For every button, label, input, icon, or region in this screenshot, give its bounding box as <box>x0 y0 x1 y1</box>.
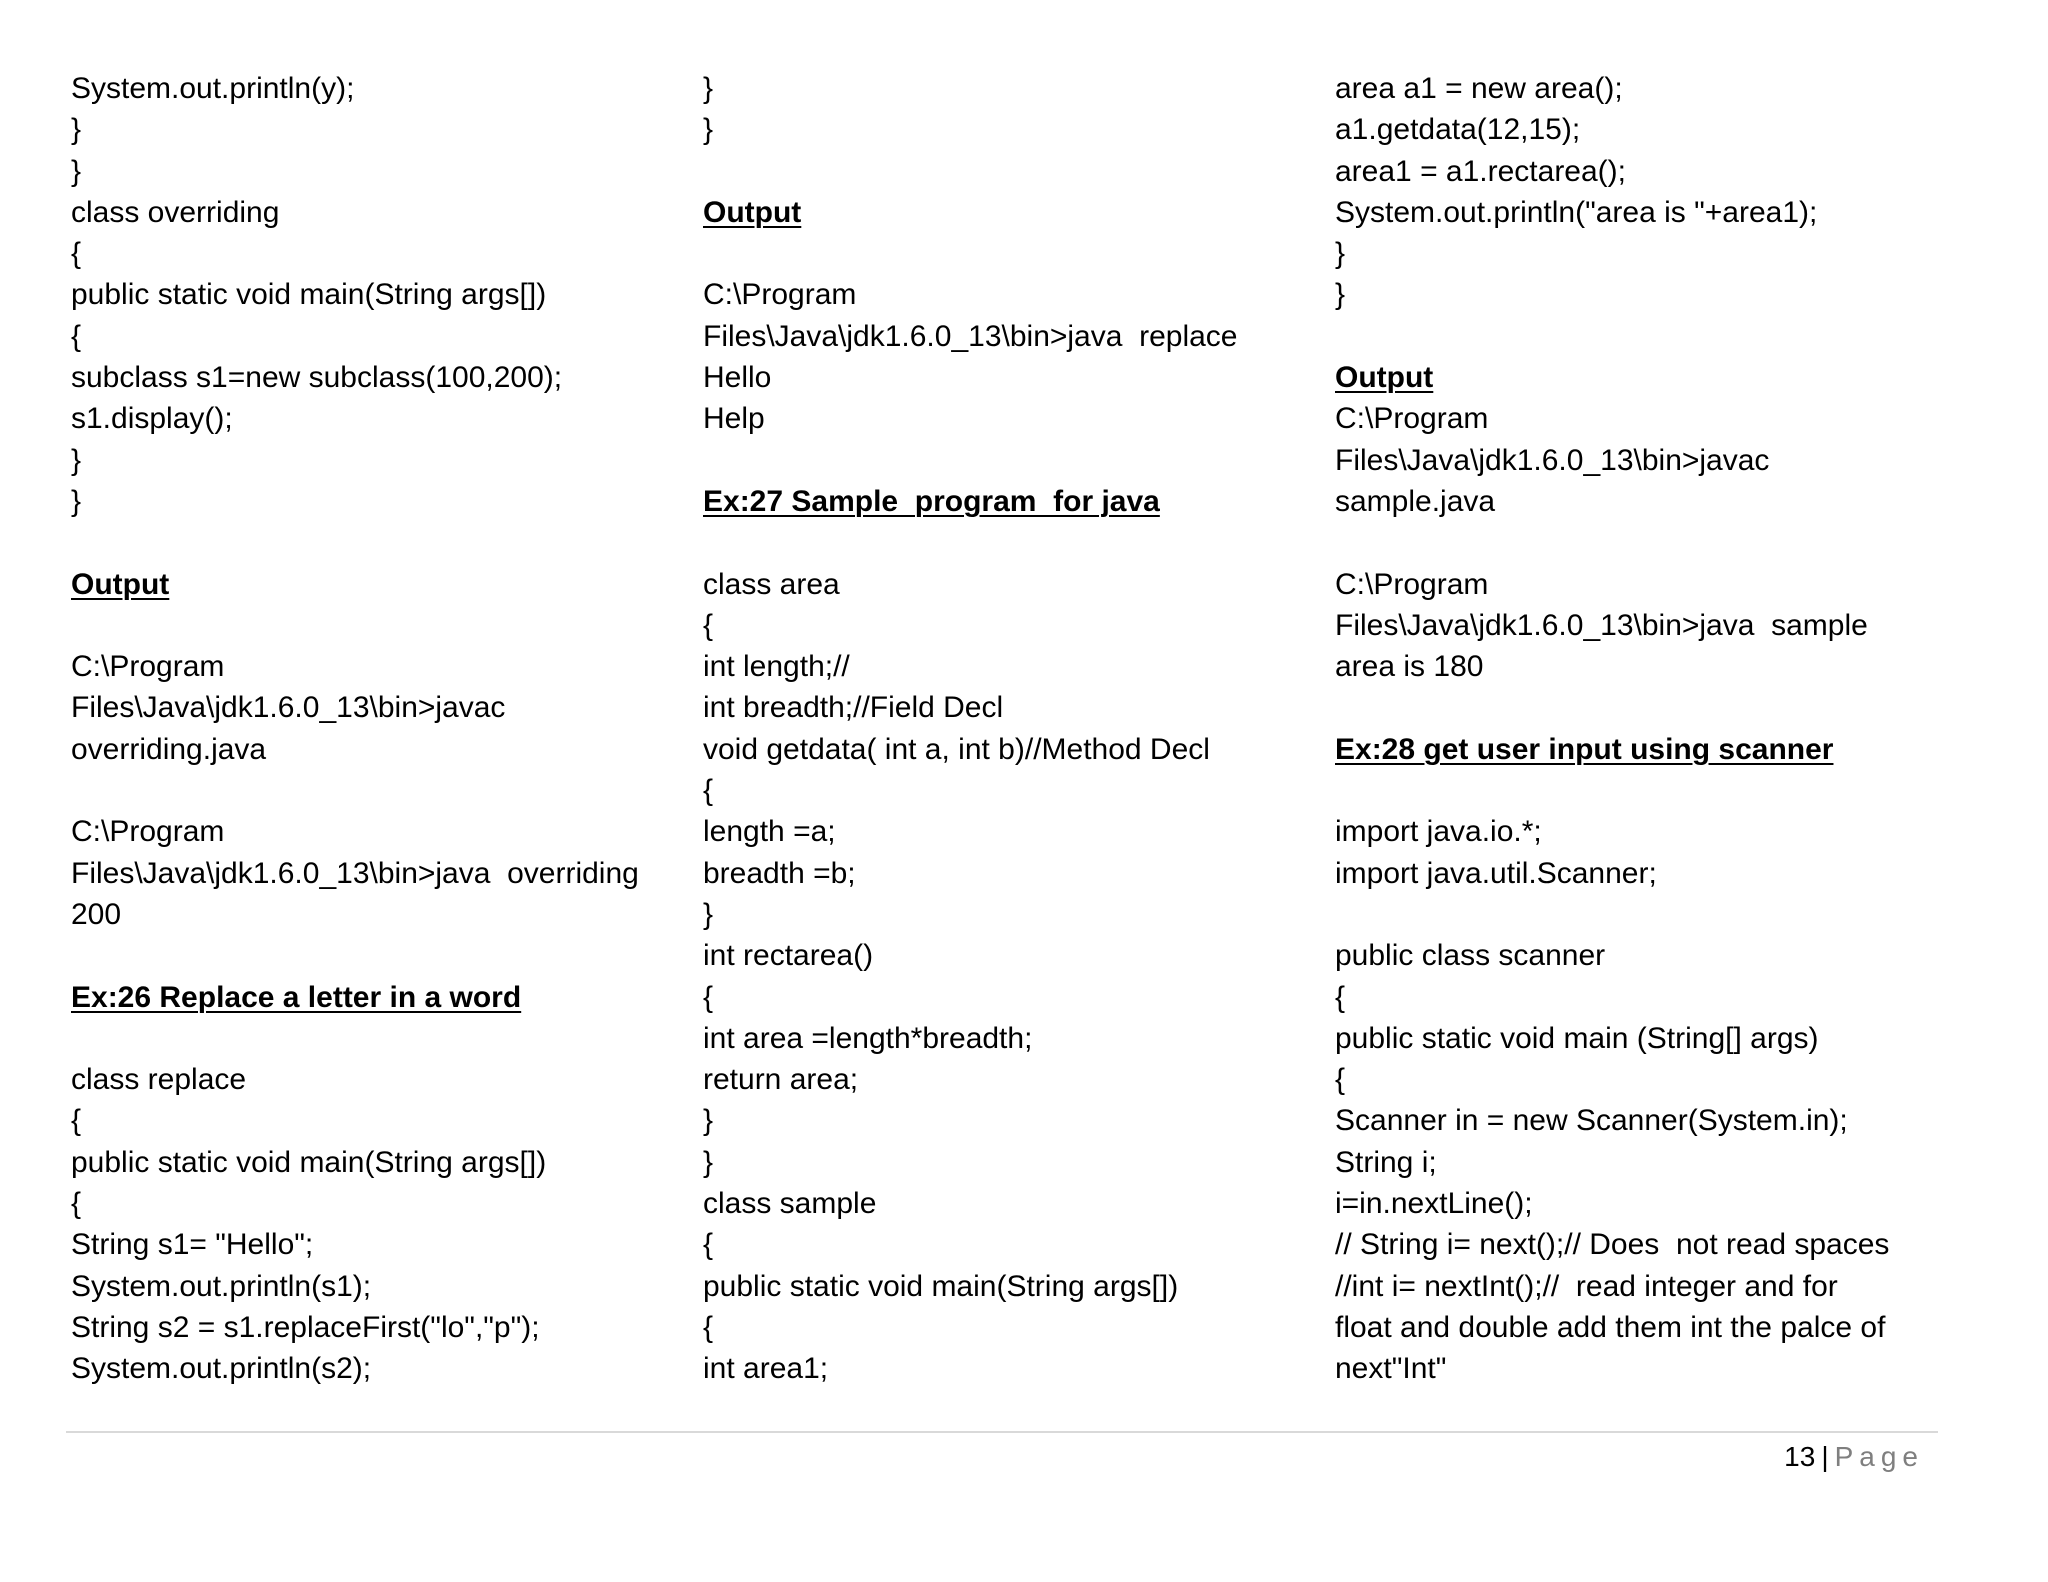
code-line: } <box>703 1104 714 1138</box>
code-line <box>71 605 671 646</box>
section-heading: Output <box>71 567 170 601</box>
code-line: { <box>71 1187 82 1221</box>
code-line: String s1= "Hello"; <box>71 1228 314 1262</box>
code-line: { <box>71 237 82 271</box>
code-line: { <box>703 608 714 642</box>
code-line: next"Int" <box>1335 1352 1447 1386</box>
code-line: return area; <box>703 1063 859 1097</box>
code-line: int breadth;//Field Decl <box>703 691 1004 725</box>
page-footer <box>1784 1438 1924 1476</box>
code-line: System.out.println("area is "+area1); <box>1335 195 1818 229</box>
code-line: length =a; <box>703 815 836 849</box>
code-line: class area <box>703 567 840 601</box>
code-line <box>1335 687 1975 728</box>
code-line: void getdata( int a, int b)//Method Decl <box>703 732 1210 766</box>
code-line: { <box>703 1228 714 1262</box>
section-heading: Ex:27 Sample program for java <box>703 484 1160 518</box>
code-line: class overriding <box>71 195 280 229</box>
code-line: System.out.println(s1); <box>71 1269 372 1303</box>
code-line: C:\Program <box>703 278 857 312</box>
footer-divider <box>66 1431 1938 1433</box>
code-line: { <box>1335 1063 1346 1097</box>
code-line: Files\Java\jdk1.6.0_13\bin>java sample <box>1335 608 1868 642</box>
code-line: s1.display(); <box>71 402 233 436</box>
text-column-middle <box>703 68 1303 1390</box>
code-line: C:\Program <box>1335 567 1489 601</box>
code-line: public static void main(String args[]) <box>71 1145 547 1179</box>
code-line <box>703 151 1303 192</box>
page-number: 13 <box>1784 1441 1816 1472</box>
code-line: { <box>1335 980 1346 1014</box>
code-line: //int i= nextInt();// read integer and for <box>1335 1269 1838 1303</box>
code-line: System.out.println(s2); <box>71 1352 372 1386</box>
code-line: sample.java <box>1335 484 1496 518</box>
section-heading: Ex:26 Replace a letter in a word <box>71 980 522 1014</box>
code-line: } <box>71 443 82 477</box>
code-line: Files\Java\jdk1.6.0_13\bin>javac <box>1335 443 1770 477</box>
code-line: breadth =b; <box>703 856 856 890</box>
page-label: Page <box>1834 1441 1924 1472</box>
code-line <box>703 440 1303 481</box>
code-line: Files\Java\jdk1.6.0_13\bin>javac <box>71 691 506 725</box>
code-line: } <box>1335 237 1346 271</box>
code-line: 200 <box>71 897 122 931</box>
code-line: Scanner in = new Scanner(System.in); <box>1335 1104 1848 1138</box>
text-column-left <box>71 68 671 1390</box>
code-line <box>71 935 671 976</box>
code-line: { <box>71 1104 82 1138</box>
code-line: int length;// <box>703 650 850 684</box>
code-line <box>1335 770 1975 811</box>
code-line: } <box>703 1145 714 1179</box>
text-column-right <box>1335 68 1975 1390</box>
code-line: C:\Program <box>1335 402 1489 436</box>
code-line: } <box>71 484 82 518</box>
code-line: String i; <box>1335 1145 1437 1179</box>
code-line: C:\Program <box>71 650 225 684</box>
code-line: i=in.nextLine(); <box>1335 1187 1533 1221</box>
code-line: { <box>703 980 714 1014</box>
code-line: public static void main(String args[]) <box>71 278 547 312</box>
code-line: class sample <box>703 1187 877 1221</box>
code-line: System.out.println(y); <box>71 72 355 105</box>
code-line: a1.getdata(12,15); <box>1335 113 1581 147</box>
code-line: import java.io.*; <box>1335 815 1542 849</box>
code-line: overriding.java <box>71 732 267 766</box>
code-line: } <box>703 113 714 147</box>
code-line: area a1 = new area(); <box>1335 72 1623 105</box>
code-line: subclass s1=new subclass(100,200); <box>71 361 563 395</box>
code-line: } <box>71 113 82 147</box>
code-line: Files\Java\jdk1.6.0_13\bin>java overriding <box>71 856 639 890</box>
code-line: } <box>1335 278 1346 312</box>
code-line: public static void main(String args[]) <box>703 1269 1179 1303</box>
section-heading: Ex:28 get user input using scanner <box>1335 732 1834 766</box>
code-line: public class scanner <box>1335 939 1606 973</box>
code-line <box>703 233 1303 274</box>
code-line: } <box>703 897 714 931</box>
code-line: { <box>703 1310 714 1344</box>
code-line: { <box>703 774 714 808</box>
code-line: import java.util.Scanner; <box>1335 856 1657 890</box>
code-line: Files\Java\jdk1.6.0_13\bin>java replace <box>703 319 1238 353</box>
code-line: } <box>71 154 82 188</box>
code-line <box>703 522 1303 563</box>
code-line: Help <box>703 402 765 436</box>
section-heading: Output <box>703 195 802 229</box>
code-line: String s2 = s1.replaceFirst("lo","p"); <box>71 1310 540 1344</box>
code-line: public static void main (String[] args) <box>1335 1021 1819 1055</box>
code-line: area1 = a1.rectarea(); <box>1335 154 1626 188</box>
code-line: int area1; <box>703 1352 829 1386</box>
code-line <box>1335 522 1975 563</box>
code-line: int rectarea() <box>703 939 874 973</box>
code-line: // String i= next();// Does not read spaces <box>1335 1228 1890 1262</box>
footer-separator: | <box>1821 1441 1829 1472</box>
code-line <box>71 1018 671 1059</box>
code-line: { <box>71 319 82 353</box>
code-line <box>71 522 671 563</box>
code-line <box>1335 894 1975 935</box>
code-line: area is 180 <box>1335 650 1484 684</box>
section-heading: Output <box>1335 361 1434 395</box>
code-line: C:\Program <box>71 815 225 849</box>
code-line: Hello <box>703 361 772 395</box>
code-line <box>1335 316 1975 357</box>
code-line: } <box>703 72 714 105</box>
code-line: class replace <box>71 1063 247 1097</box>
code-line <box>71 770 671 811</box>
code-line: int area =length*breadth; <box>703 1021 1033 1055</box>
code-line: float and double add them int the palce of <box>1335 1310 1886 1344</box>
